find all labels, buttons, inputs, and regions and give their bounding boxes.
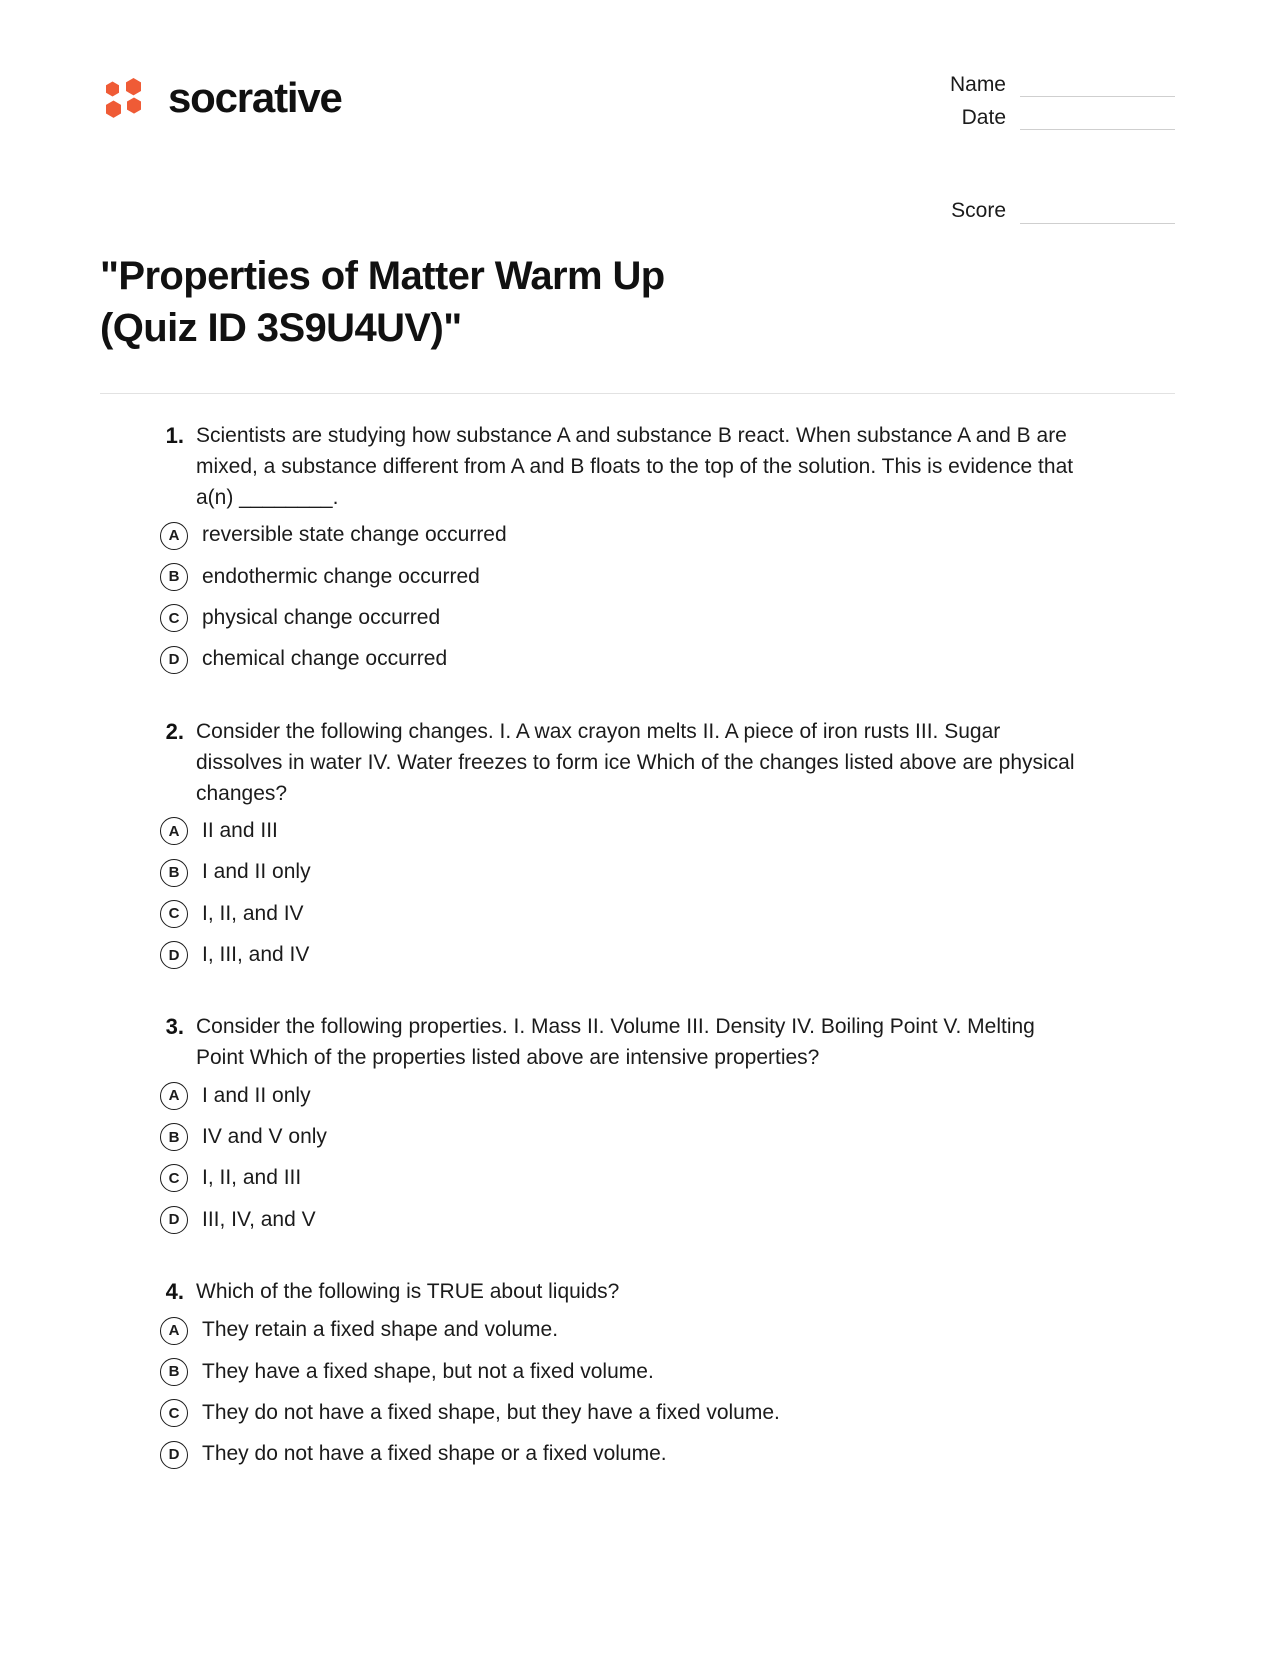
question-text: Scientists are studying how substance A and substance B react. When substance A and B are mixed, a substance different from A and B floats to the top of the solution. This is evidence that a(n) ________. [196,424,1074,510]
question-number: 4. [165,1278,184,1304]
date-field-row [875,105,1175,130]
socrative-hexagon-icon [100,72,152,124]
score-field-row [875,198,1175,223]
option-row[interactable] [100,941,1175,969]
page-header [0,0,1275,232]
option-label: I, II, and III [202,1166,302,1190]
option-row[interactable] [100,1440,1175,1468]
option-label: They do not have a fixed shape, but they have a fixed volume. [202,1401,780,1425]
option-row[interactable] [100,604,1175,632]
option-row[interactable] [100,1082,1175,1110]
date-input-line[interactable] [1020,107,1175,130]
option-row[interactable] [100,817,1175,845]
option-row[interactable] [100,1316,1175,1344]
option-label: endothermic change occurred [202,564,480,588]
question-number: 1. [165,423,184,449]
option-list [100,817,1175,969]
option-label: I and II only [202,1083,311,1107]
option-bubble-c[interactable]: C [160,1399,188,1427]
option-row[interactable] [100,645,1175,673]
question-text: Consider the following properties. I. Mass II. Volume III. Density IV. Boiling Point V. Melting Point Which of the properties listed above are intensive properties? [196,1015,1035,1070]
option-row[interactable] [100,1358,1175,1386]
option-bubble-b[interactable]: B [160,859,188,887]
page-title: "Properties of Matter Warm Up (Quiz ID 3S9U4UV)" [100,253,665,351]
option-bubble-c[interactable]: C [160,1164,188,1192]
score-input-line[interactable] [1020,201,1175,224]
question-text: Consider the following changes. I. A wax crayon melts II. A piece of iron rusts III. Sugar dissolves in water IV. Water freezes to form ice Which of the changes listed above are physical changes? [196,719,1075,805]
option-bubble-a[interactable]: A [160,1317,188,1345]
option-label: They have a fixed shape, but not a fixed volume. [202,1359,654,1383]
option-bubble-d[interactable]: D [160,1441,188,1469]
score-label: Score [951,199,1006,223]
name-field-row [875,72,1175,97]
name-input-line[interactable] [1020,74,1175,97]
question-number: 3. [165,1014,184,1040]
option-bubble-c[interactable]: C [160,604,188,632]
question-item [100,716,1175,970]
option-bubble-d[interactable]: D [160,941,188,969]
question-text: Which of the following is TRUE about liquids? [196,1279,620,1303]
option-row[interactable] [100,1123,1175,1151]
option-row[interactable] [100,858,1175,886]
option-label: physical change occurred [202,606,441,630]
question-header [100,716,1175,809]
title-block [0,232,840,356]
option-bubble-a[interactable]: A [160,817,188,845]
question-number: 2. [165,718,184,744]
option-bubble-b[interactable]: B [160,1123,188,1151]
student-info-fields [875,60,1175,232]
option-label: I and II only [202,860,311,884]
option-row[interactable] [100,1206,1175,1234]
date-label: Date [961,106,1006,130]
question-item [100,1276,1175,1469]
option-label: III, IV, and V [202,1207,316,1231]
option-bubble-c[interactable]: C [160,900,188,928]
socrative-logo [100,72,342,124]
option-label: chemical change occurred [202,647,448,671]
option-label: They do not have a fixed shape or a fixed volume. [202,1442,667,1466]
option-label: They retain a fixed shape and volume. [202,1318,559,1342]
option-bubble-a[interactable]: A [160,1082,188,1110]
option-list [100,521,1175,673]
option-row[interactable] [100,563,1175,591]
socrative-wordmark: socrative [168,74,342,121]
option-list [100,1316,1175,1468]
option-bubble-d[interactable]: D [160,646,188,674]
option-label: reversible state change occurred [202,523,507,547]
option-bubble-b[interactable]: B [160,1358,188,1386]
question-list [0,394,1275,1469]
option-bubble-b[interactable]: B [160,563,188,591]
option-label: I, III, and IV [202,943,310,967]
option-bubble-a[interactable]: A [160,522,188,550]
option-list [100,1082,1175,1234]
option-row[interactable] [100,521,1175,549]
option-row[interactable] [100,1399,1175,1427]
question-header [100,420,1175,513]
option-row[interactable] [100,1164,1175,1192]
option-label: II and III [202,819,278,842]
question-item [100,1011,1175,1234]
option-label: I, II, and IV [202,901,304,925]
question-item [100,420,1175,674]
question-header [100,1276,1175,1309]
name-label: Name [949,73,1006,96]
question-header [100,1011,1175,1073]
option-row[interactable] [100,900,1175,928]
option-bubble-d[interactable]: D [160,1206,188,1234]
option-label: IV and V only [202,1124,327,1148]
